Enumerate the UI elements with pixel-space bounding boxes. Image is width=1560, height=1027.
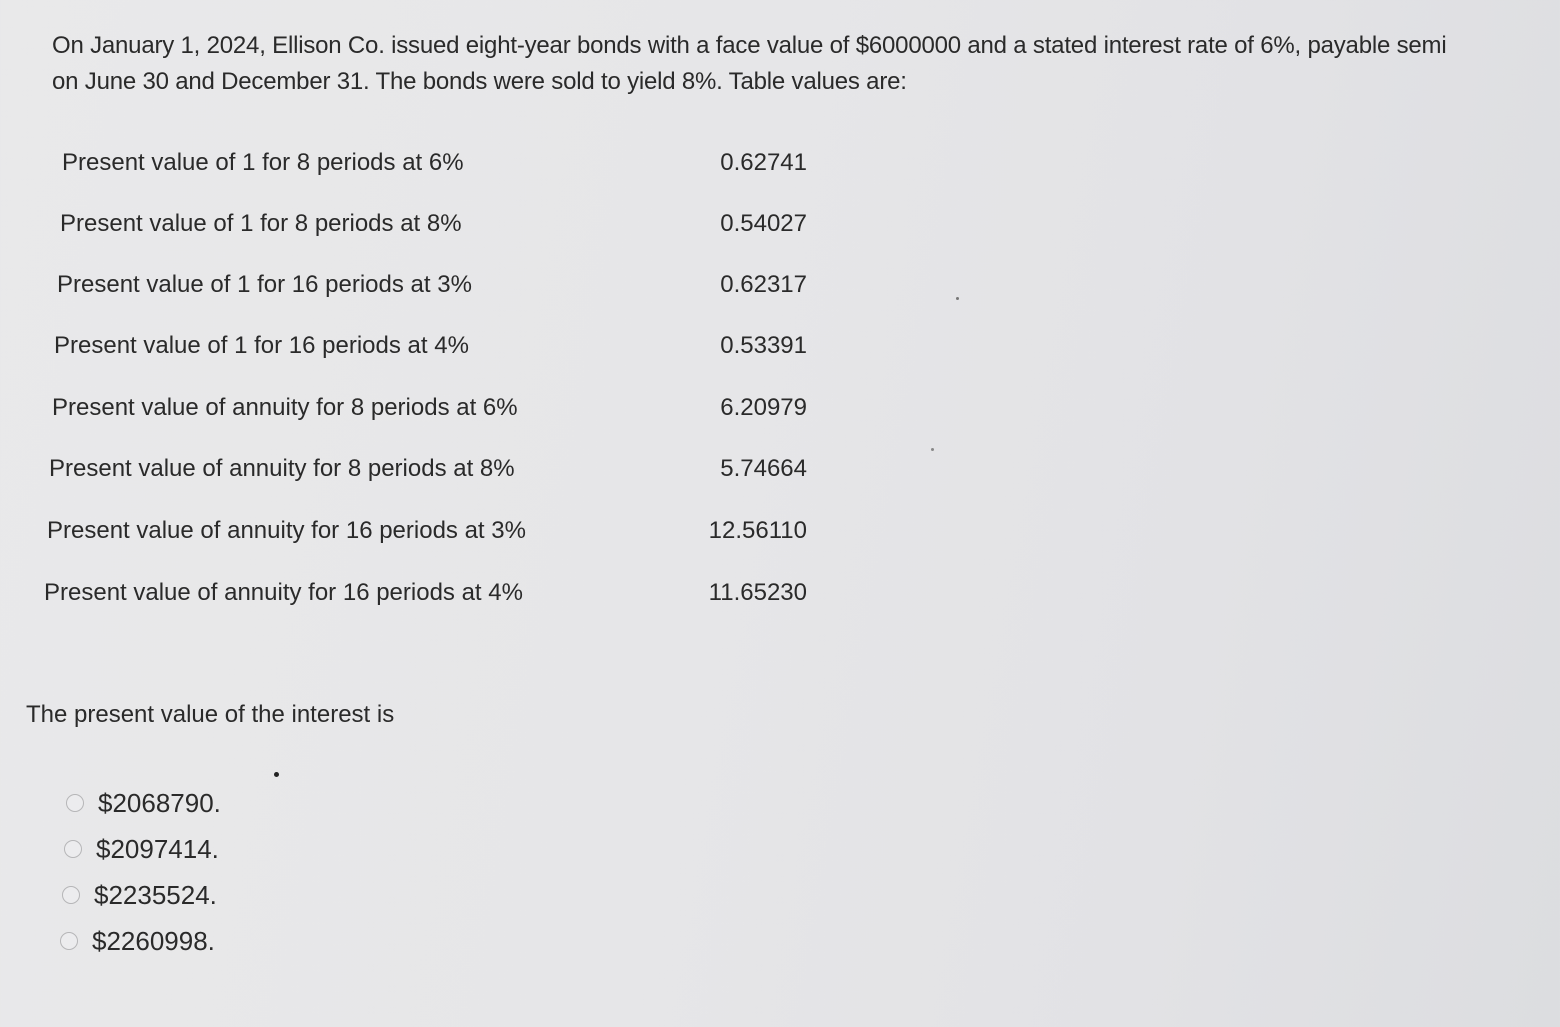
dust-speck [274,772,279,777]
table-row [44,573,807,613]
table-row-value: 0.54027 [720,210,807,237]
table-row [57,265,807,305]
answer-option-1[interactable] [66,785,221,821]
table-row-value: 0.62741 [720,149,807,176]
table-row-value: 11.65230 [708,579,807,606]
table-row-value: 5.74664 [720,455,807,482]
table-row [60,204,807,244]
table-row-label: Present value of annuity for 16 periods at 4% [44,579,523,606]
table-row-label: Present value of 1 for 8 periods at 8% [60,210,462,237]
table-row [49,449,807,489]
radio-button[interactable] [64,840,82,858]
answer-option-4[interactable] [60,923,215,959]
table-row-label: Present value of 1 for 8 periods at 6% [62,149,464,176]
answer-option-label: $2260998. [92,925,215,956]
answer-option-2[interactable] [64,831,219,867]
table-row-label: Present value of 1 for 16 periods at 4% [54,332,469,359]
radio-button[interactable] [66,794,84,812]
table-row-value: 6.20979 [720,394,807,421]
dust-speck [956,297,959,300]
table-row-label: Present value of annuity for 8 periods at 6% [52,394,518,421]
table-row-value: 0.53391 [720,332,807,359]
question-line-2: on June 30 and December 31. The bonds were sold to yield 8%. Table values are: [52,68,907,95]
table-row [62,143,807,183]
table-row-value: 0.62317 [720,271,807,298]
table-row-label: Present value of 1 for 16 periods at 3% [57,271,472,298]
table-row [47,511,807,551]
table-row [54,326,807,366]
table-row-value: 12.56110 [708,517,807,544]
table-row-label: Present value of annuity for 8 periods at 8% [49,455,515,482]
radio-button[interactable] [60,932,78,950]
radio-button[interactable] [62,886,80,904]
dust-speck [931,448,934,451]
answer-option-label: $2068790. [98,787,221,818]
answer-option-label: $2235524. [94,879,217,910]
answer-option-label: $2097414. [96,833,219,864]
table-row-label: Present value of annuity for 16 periods at 3% [47,517,526,544]
question-prompt: The present value of the interest is [26,701,395,728]
question-line-1: On January 1, 2024, Ellison Co. issued eight-year bonds with a face value of $6000000 and a stated interest rate of 6%, payable semi [52,32,1447,59]
answer-option-3[interactable] [62,877,217,913]
table-row [52,388,807,428]
question-text [52,28,1560,100]
